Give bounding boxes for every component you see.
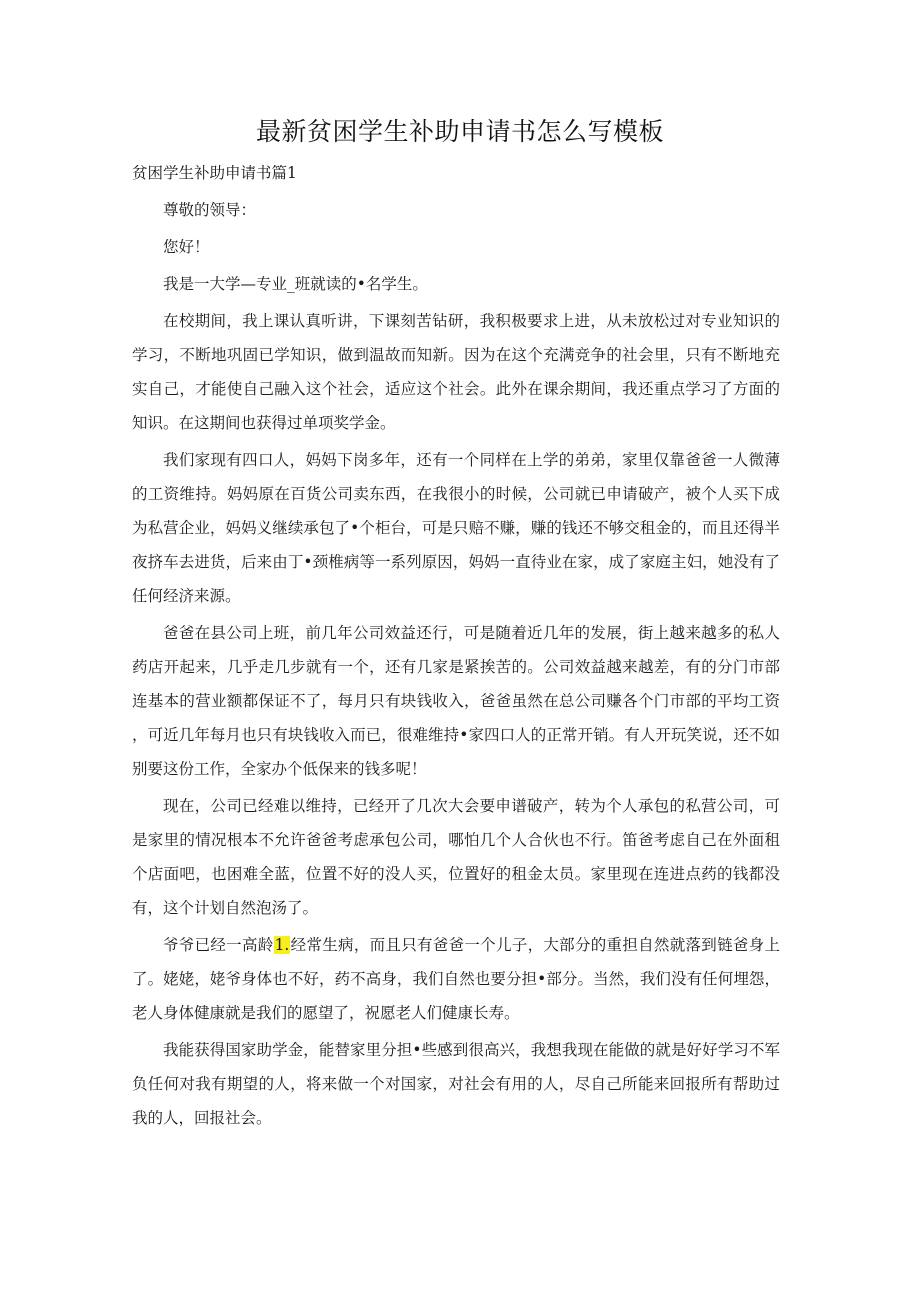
salutation: 尊敬的领导：	[163, 201, 257, 219]
grandparents-paragraph	[132, 928, 780, 1030]
father-paragraph: 爸爸在县公司上班，前几年公司效益还行，可是随着近几年的发展，街上越来越多的私人药店开起来，几乎走几步就有一个，还有几家是紧挨苦的。公司效益越来越差，有的分门市部连基本的营业额都保证不了，每月只有块钱收入，爸爸虽然在总公司赚各个门市部的平均工资，可近几年每月也只有块钱收入而已，很难维持•家四口人的正常开销。有人开玩笑说，还不如别要这份工作，全家办个低保来的钱多呢！	[132, 624, 780, 778]
grandparents-text-before: 爷爷已经一高龄	[163, 936, 274, 954]
section-heading: 贫困学生补助申请书篇1	[132, 164, 297, 182]
family-paragraph: 我们家现有四口人，妈妈下岗多年，还有一个同样在上学的弟弟，家里仅靠爸爸一人微薄的工资维持。妈妈原在百货公司卖东西，在我很小的时候，公司就已申请破产，被个人买下成为私营企业，妈妈义继续承包了•个柜台，可是只赔不赚，赚的钱还不够交租金的，而且还得半夜挤车去进货，后来由丁•颈椎病等一系列原因，妈妈一直待业在家，成了家庭主妇，她没有了任何经济来源。	[132, 451, 780, 605]
company-paragraph: 现在，公司已经难以维持，已经开了几次大会要申谱破产，转为个人承包的私营公司，可是家里的情况根本不允许爸爸考虑承包公司，哪怕几个人合伙也不行。笛爸考虑自己在外面租个店面吧，也困难全蓝，位置不好的没人买，位置好的租金太员。家里现在连进点药的钱都没有，这个计划自然泡汤了。	[132, 797, 780, 917]
study-paragraph: 在校期间，我上课认真听讲，下课刻苦钻研，我积极要求上进，从未放松过对专业知识的学习，不断地巩固已学知识，做到温故而知新。因为在这个充满竞争的社会里，只有不断地充实自己，才能使自己融入这个社会，适应这个社会。此外在课余期间，我还重点学习了方面的知识。在这期间也获得过单项奖学金。	[132, 312, 780, 432]
document-body	[132, 156, 780, 1138]
intro-paragraph: 我是一大学—专业_班就读的•名学生。	[163, 275, 428, 293]
document-title: 最新贫困学生补助申请书怎么写模板	[255, 117, 664, 146]
closing-paragraph: 我能获得国家助学金，能替家里分担•些感到很高兴，我想我现在能做的就是好好学习不军负任何对我有期望的人，将来做一个对国家，对社会有用的人，尽自己所能来回报所有帮助过我的人，回报社会。	[132, 1041, 780, 1127]
grandparents-text-after: 经常生病，而且只有爸爸一个儿子，大部分的重担自然就落到链爸身上了。姥姥，姥爷身体也不好，药不高身，我们自然也要分担•部分。当然，我们没有任何埋怨，老人身体健康就是我们的愿望了，祝愿老人们健康长寿。	[132, 936, 780, 1022]
greeting: 您好！	[163, 238, 210, 256]
highlighted-mark: 1.	[274, 936, 290, 954]
